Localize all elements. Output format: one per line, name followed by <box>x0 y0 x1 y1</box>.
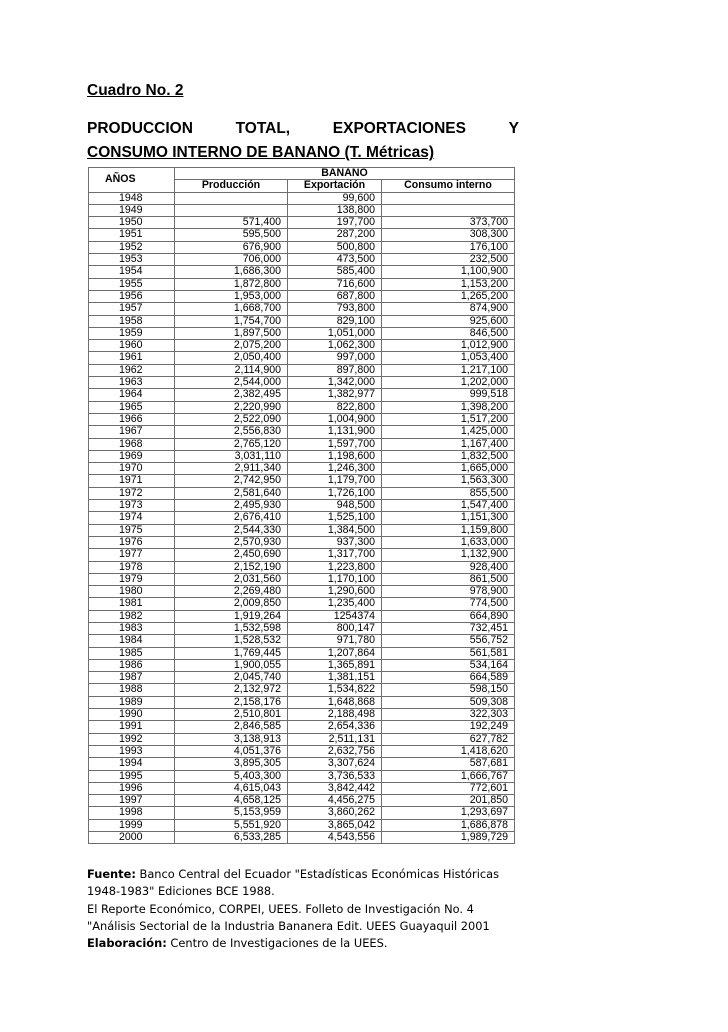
consumo-cell: 772,601 <box>382 782 515 794</box>
year-cell: 1983 <box>89 622 175 634</box>
consumo-cell: 1,053,400 <box>382 352 515 364</box>
exportacion-cell: 1,004,900 <box>288 413 382 425</box>
exportacion-cell: 4,456,275 <box>288 795 382 807</box>
produccion-cell: 2,158,176 <box>175 696 288 708</box>
table-heading <box>87 117 519 165</box>
table-row <box>89 413 515 425</box>
exportacion-cell: 197,700 <box>288 217 382 229</box>
produccion-cell: 1,919,264 <box>175 610 288 622</box>
column-header-consumo: Consumo interno <box>382 180 515 192</box>
produccion-cell: 1,754,700 <box>175 315 288 327</box>
year-cell: 1997 <box>89 795 175 807</box>
exportacion-cell: 1,597,700 <box>288 438 382 450</box>
table-row <box>89 622 515 634</box>
table-row <box>89 254 515 266</box>
table-row <box>89 709 515 721</box>
exportacion-cell: 2,632,756 <box>288 745 382 757</box>
consumo-cell: 1,832,500 <box>382 450 515 462</box>
year-cell: 1985 <box>89 647 175 659</box>
table-row <box>89 832 515 844</box>
year-cell: 1992 <box>89 733 175 745</box>
table-row <box>89 389 515 401</box>
consumo-cell: 664,589 <box>382 672 515 684</box>
consumo-cell: 201,850 <box>382 795 515 807</box>
produccion-cell: 2,676,410 <box>175 512 288 524</box>
year-cell: 1965 <box>89 401 175 413</box>
table-row <box>89 450 515 462</box>
year-cell: 1948 <box>89 192 175 204</box>
exportacion-cell: 3,860,262 <box>288 807 382 819</box>
consumo-cell: 308,300 <box>382 229 515 241</box>
table-row <box>89 290 515 302</box>
table-row <box>89 795 515 807</box>
source-line: "Análisis Sectorial de la Industria Bananera Edit. UEES Guayaquil 2001 <box>87 918 490 933</box>
table-row <box>89 672 515 684</box>
table-row <box>89 782 515 794</box>
consumo-cell: 732,451 <box>382 622 515 634</box>
consumo-cell: 627,782 <box>382 733 515 745</box>
consumo-cell: 1,293,697 <box>382 807 515 819</box>
year-cell: 1952 <box>89 241 175 253</box>
year-cell: 1961 <box>89 352 175 364</box>
consumo-cell: 1,159,800 <box>382 524 515 536</box>
table-row <box>89 524 515 536</box>
years-header: AÑOS <box>89 168 175 193</box>
table-row <box>89 721 515 733</box>
exportacion-cell: 687,800 <box>288 290 382 302</box>
exportacion-cell: 1,179,700 <box>288 475 382 487</box>
table-row <box>89 610 515 622</box>
exportacion-cell: 3,865,042 <box>288 819 382 831</box>
exportacion-cell: 1,342,000 <box>288 377 382 389</box>
banano-table <box>88 167 515 844</box>
heading-line-2: CONSUMO INTERNO DE BANANO (T. Métricas) <box>87 144 435 161</box>
table-row <box>89 586 515 598</box>
consumo-cell: 978,900 <box>382 586 515 598</box>
year-cell: 1973 <box>89 500 175 512</box>
year-cell: 1974 <box>89 512 175 524</box>
table-row <box>89 696 515 708</box>
year-cell: 1978 <box>89 561 175 573</box>
consumo-cell: 1,563,300 <box>382 475 515 487</box>
table-row <box>89 561 515 573</box>
consumo-cell: 1,265,200 <box>382 290 515 302</box>
fuente-label: Fuente: <box>87 867 136 881</box>
produccion-cell: 2,522,090 <box>175 413 288 425</box>
exportacion-cell: 1,384,500 <box>288 524 382 536</box>
produccion-cell: 2,114,900 <box>175 364 288 376</box>
exportacion-cell: 1254374 <box>288 610 382 622</box>
table-row <box>89 401 515 413</box>
consumo-cell: 509,308 <box>382 696 515 708</box>
produccion-cell: 3,031,110 <box>175 450 288 462</box>
exportacion-cell: 1,246,300 <box>288 463 382 475</box>
consumo-cell: 1,100,900 <box>382 266 515 278</box>
exportacion-cell: 138,800 <box>288 204 382 216</box>
exportacion-cell: 716,600 <box>288 278 382 290</box>
table-row <box>89 733 515 745</box>
exportacion-cell: 473,500 <box>288 254 382 266</box>
exportacion-cell: 99,600 <box>288 192 382 204</box>
column-header-exportacion: Exportación <box>288 180 382 192</box>
table-row <box>89 487 515 499</box>
year-cell: 1982 <box>89 610 175 622</box>
exportacion-cell: 1,198,600 <box>288 450 382 462</box>
produccion-cell: 2,765,120 <box>175 438 288 450</box>
year-cell: 1953 <box>89 254 175 266</box>
year-cell: 1996 <box>89 782 175 794</box>
exportacion-cell: 948,500 <box>288 500 382 512</box>
produccion-cell: 4,615,043 <box>175 782 288 794</box>
table-body <box>89 192 515 844</box>
produccion-cell: 2,031,560 <box>175 573 288 585</box>
table-row <box>89 500 515 512</box>
year-cell: 1956 <box>89 290 175 302</box>
consumo-cell: 1,686,878 <box>382 819 515 831</box>
table-row <box>89 377 515 389</box>
produccion-cell: 4,051,376 <box>175 745 288 757</box>
consumo-cell: 1,398,200 <box>382 401 515 413</box>
heading-word: PRODUCCION <box>87 120 193 137</box>
exportacion-cell: 2,188,498 <box>288 709 382 721</box>
year-cell: 1963 <box>89 377 175 389</box>
table-row <box>89 475 515 487</box>
year-cell: 1971 <box>89 475 175 487</box>
consumo-cell: 928,400 <box>382 561 515 573</box>
year-cell: 1962 <box>89 364 175 376</box>
produccion-cell: 5,153,959 <box>175 807 288 819</box>
heading-line-1 <box>87 117 519 141</box>
consumo-cell: 1,167,400 <box>382 438 515 450</box>
consumo-cell: 1,989,729 <box>382 832 515 844</box>
year-cell: 1954 <box>89 266 175 278</box>
consumo-cell: 1,153,200 <box>382 278 515 290</box>
exportacion-cell: 800,147 <box>288 622 382 634</box>
table-row <box>89 819 515 831</box>
produccion-cell: 2,544,000 <box>175 377 288 389</box>
column-header-produccion: Producción <box>175 180 288 192</box>
year-cell: 1964 <box>89 389 175 401</box>
source-notes <box>87 866 547 952</box>
exportacion-cell: 3,307,624 <box>288 758 382 770</box>
produccion-cell: 1,769,445 <box>175 647 288 659</box>
produccion-cell: 1,897,500 <box>175 327 288 339</box>
year-cell: 1951 <box>89 229 175 241</box>
consumo-cell: 664,890 <box>382 610 515 622</box>
produccion-cell: 2,510,801 <box>175 709 288 721</box>
consumo-cell: 1,547,400 <box>382 500 515 512</box>
year-cell: 1958 <box>89 315 175 327</box>
produccion-cell: 571,400 <box>175 217 288 229</box>
consumo-cell: 1,666,767 <box>382 770 515 782</box>
exportacion-cell: 793,800 <box>288 303 382 315</box>
table-row <box>89 364 515 376</box>
year-cell: 1967 <box>89 426 175 438</box>
table-row <box>89 758 515 770</box>
table-row <box>89 512 515 524</box>
consumo-cell: 855,500 <box>382 487 515 499</box>
produccion-cell: 1,872,800 <box>175 278 288 290</box>
year-cell: 1975 <box>89 524 175 536</box>
year-cell: 1972 <box>89 487 175 499</box>
table-row <box>89 549 515 561</box>
table-row <box>89 635 515 647</box>
exportacion-cell: 971,780 <box>288 635 382 647</box>
table-row <box>89 745 515 757</box>
exportacion-cell: 822,800 <box>288 401 382 413</box>
produccion-cell <box>175 192 288 204</box>
table-row <box>89 647 515 659</box>
table-row <box>89 303 515 315</box>
consumo-cell: 999,518 <box>382 389 515 401</box>
exportacion-cell: 585,400 <box>288 266 382 278</box>
year-cell: 1998 <box>89 807 175 819</box>
produccion-cell: 1,686,300 <box>175 266 288 278</box>
exportacion-cell: 1,525,100 <box>288 512 382 524</box>
produccion-cell: 2,846,585 <box>175 721 288 733</box>
table-row <box>89 266 515 278</box>
produccion-cell: 2,220,990 <box>175 401 288 413</box>
year-cell: 1976 <box>89 536 175 548</box>
source-line: El Reporte Económico, CORPEI, UEES. Folleto de Investigación No. 4 <box>87 901 474 916</box>
heading-word: EXPORTACIONES <box>332 120 466 137</box>
produccion-cell: 4,658,125 <box>175 795 288 807</box>
exportacion-cell: 1,648,868 <box>288 696 382 708</box>
year-cell: 1950 <box>89 217 175 229</box>
table-row <box>89 463 515 475</box>
exportacion-cell: 2,654,336 <box>288 721 382 733</box>
produccion-cell: 1,668,700 <box>175 303 288 315</box>
consumo-cell: 1,202,000 <box>382 377 515 389</box>
produccion-cell: 595,500 <box>175 229 288 241</box>
consumo-cell: 874,900 <box>382 303 515 315</box>
year-cell: 1966 <box>89 413 175 425</box>
exportacion-cell: 1,062,300 <box>288 340 382 352</box>
exportacion-cell: 829,100 <box>288 315 382 327</box>
produccion-cell: 3,138,913 <box>175 733 288 745</box>
consumo-cell: 534,164 <box>382 659 515 671</box>
produccion-cell: 2,581,640 <box>175 487 288 499</box>
exportacion-cell: 1,170,100 <box>288 573 382 585</box>
year-cell: 2000 <box>89 832 175 844</box>
table-caption: Cuadro No. 2 <box>87 82 184 99</box>
table-row <box>89 684 515 696</box>
table-row <box>89 327 515 339</box>
exportacion-cell: 1,365,891 <box>288 659 382 671</box>
year-cell: 1987 <box>89 672 175 684</box>
exportacion-cell: 1,235,400 <box>288 598 382 610</box>
produccion-cell: 1,528,532 <box>175 635 288 647</box>
exportacion-cell: 2,511,131 <box>288 733 382 745</box>
exportacion-cell: 1,317,700 <box>288 549 382 561</box>
consumo-cell: 556,752 <box>382 635 515 647</box>
heading-word: TOTAL, <box>235 120 291 137</box>
table-row <box>89 340 515 352</box>
produccion-cell: 2,045,740 <box>175 672 288 684</box>
exportacion-cell: 287,200 <box>288 229 382 241</box>
year-cell: 1959 <box>89 327 175 339</box>
year-cell: 1960 <box>89 340 175 352</box>
produccion-cell: 6,533,285 <box>175 832 288 844</box>
exportacion-cell: 1,534,822 <box>288 684 382 696</box>
produccion-cell: 1,532,598 <box>175 622 288 634</box>
exportacion-cell: 3,842,442 <box>288 782 382 794</box>
produccion-cell: 2,544,330 <box>175 524 288 536</box>
produccion-cell: 3,895,305 <box>175 758 288 770</box>
produccion-cell: 5,551,920 <box>175 819 288 831</box>
consumo-cell: 587,681 <box>382 758 515 770</box>
produccion-cell: 676,900 <box>175 241 288 253</box>
consumo-cell <box>382 192 515 204</box>
produccion-cell: 2,075,200 <box>175 340 288 352</box>
exportacion-cell: 500,800 <box>288 241 382 253</box>
consumo-cell: 176,100 <box>382 241 515 253</box>
consumo-cell: 861,500 <box>382 573 515 585</box>
exportacion-cell: 1,726,100 <box>288 487 382 499</box>
table-row <box>89 770 515 782</box>
table-row <box>89 352 515 364</box>
produccion-cell: 2,911,340 <box>175 463 288 475</box>
year-cell: 1977 <box>89 549 175 561</box>
elaboration-line <box>87 935 547 952</box>
produccion-cell: 2,009,850 <box>175 598 288 610</box>
produccion-cell: 2,152,190 <box>175 561 288 573</box>
produccion-cell: 2,556,830 <box>175 426 288 438</box>
exportacion-cell: 1,223,800 <box>288 561 382 573</box>
table-row <box>89 204 515 216</box>
year-cell: 1980 <box>89 586 175 598</box>
produccion-cell <box>175 204 288 216</box>
year-cell: 1986 <box>89 659 175 671</box>
table-row <box>89 573 515 585</box>
consumo-cell: 598,150 <box>382 684 515 696</box>
exportacion-cell: 1,207,864 <box>288 647 382 659</box>
produccion-cell: 1,953,000 <box>175 290 288 302</box>
exportacion-cell: 3,736,533 <box>288 770 382 782</box>
exportacion-cell: 4,543,556 <box>288 832 382 844</box>
year-cell: 1968 <box>89 438 175 450</box>
consumo-cell: 1,425,000 <box>382 426 515 438</box>
exportacion-cell: 937,300 <box>288 536 382 548</box>
year-cell: 1988 <box>89 684 175 696</box>
table-row <box>89 192 515 204</box>
consumo-cell: 1,012,900 <box>382 340 515 352</box>
year-cell: 1995 <box>89 770 175 782</box>
consumo-cell: 1,132,900 <box>382 549 515 561</box>
consumo-cell: 774,500 <box>382 598 515 610</box>
elaboration-text: Centro de Investigaciones de la UEES. <box>166 936 388 951</box>
produccion-cell: 706,000 <box>175 254 288 266</box>
year-cell: 1990 <box>89 709 175 721</box>
table-row <box>89 315 515 327</box>
source-line: 1948-1983" Ediciones BCE 1988. <box>87 884 275 899</box>
produccion-cell: 2,382,495 <box>175 389 288 401</box>
produccion-cell: 1,900,055 <box>175 659 288 671</box>
year-cell: 1955 <box>89 278 175 290</box>
year-cell: 1994 <box>89 758 175 770</box>
exportacion-cell: 1,051,000 <box>288 327 382 339</box>
table-row <box>89 217 515 229</box>
exportacion-cell: 1,382,977 <box>288 389 382 401</box>
year-cell: 1969 <box>89 450 175 462</box>
table-row <box>89 229 515 241</box>
table-row <box>89 278 515 290</box>
year-cell: 1957 <box>89 303 175 315</box>
produccion-cell: 2,132,972 <box>175 684 288 696</box>
table-row <box>89 438 515 450</box>
consumo-cell: 1,633,000 <box>382 536 515 548</box>
produccion-cell: 2,050,400 <box>175 352 288 364</box>
produccion-cell: 2,450,690 <box>175 549 288 561</box>
produccion-cell: 2,495,930 <box>175 500 288 512</box>
table-row <box>89 659 515 671</box>
year-cell: 1984 <box>89 635 175 647</box>
heading-word: Y <box>508 120 519 137</box>
produccion-cell: 5,403,300 <box>175 770 288 782</box>
consumo-cell <box>382 204 515 216</box>
exportacion-cell: 1,131,900 <box>288 426 382 438</box>
table-row <box>89 598 515 610</box>
consumo-cell: 1,665,000 <box>382 463 515 475</box>
produccion-cell: 2,269,480 <box>175 586 288 598</box>
year-cell: 1989 <box>89 696 175 708</box>
exportacion-cell: 897,800 <box>288 364 382 376</box>
banano-table-container <box>88 167 514 844</box>
consumo-cell: 1,151,300 <box>382 512 515 524</box>
exportacion-cell: 997,000 <box>288 352 382 364</box>
year-cell: 1970 <box>89 463 175 475</box>
consumo-cell: 1,217,100 <box>382 364 515 376</box>
year-cell: 1949 <box>89 204 175 216</box>
consumo-cell: 846,500 <box>382 327 515 339</box>
year-cell: 1981 <box>89 598 175 610</box>
source-text: Banco Central del Ecuador "Estadísticas Económicas Históricas <box>135 867 500 881</box>
consumo-cell: 192,249 <box>382 721 515 733</box>
produccion-cell: 2,742,950 <box>175 475 288 487</box>
year-cell: 1979 <box>89 573 175 585</box>
elaboracion-label: Elaboración: <box>87 936 167 951</box>
consumo-cell: 232,500 <box>382 254 515 266</box>
exportacion-cell: 1,381,151 <box>288 672 382 684</box>
consumo-cell: 1,517,200 <box>382 413 515 425</box>
table-row <box>89 241 515 253</box>
consumo-cell: 1,418,620 <box>382 745 515 757</box>
exportacion-cell: 1,290,600 <box>288 586 382 598</box>
banano-group-header: BANANO <box>175 168 515 180</box>
table-row <box>89 807 515 819</box>
source-line <box>87 866 547 883</box>
year-cell: 1999 <box>89 819 175 831</box>
year-cell: 1993 <box>89 745 175 757</box>
consumo-cell: 561,581 <box>382 647 515 659</box>
consumo-cell: 322,303 <box>382 709 515 721</box>
table-row <box>89 426 515 438</box>
consumo-cell: 925,600 <box>382 315 515 327</box>
table-row <box>89 536 515 548</box>
year-cell: 1991 <box>89 721 175 733</box>
consumo-cell: 373,700 <box>382 217 515 229</box>
produccion-cell: 2,570,930 <box>175 536 288 548</box>
